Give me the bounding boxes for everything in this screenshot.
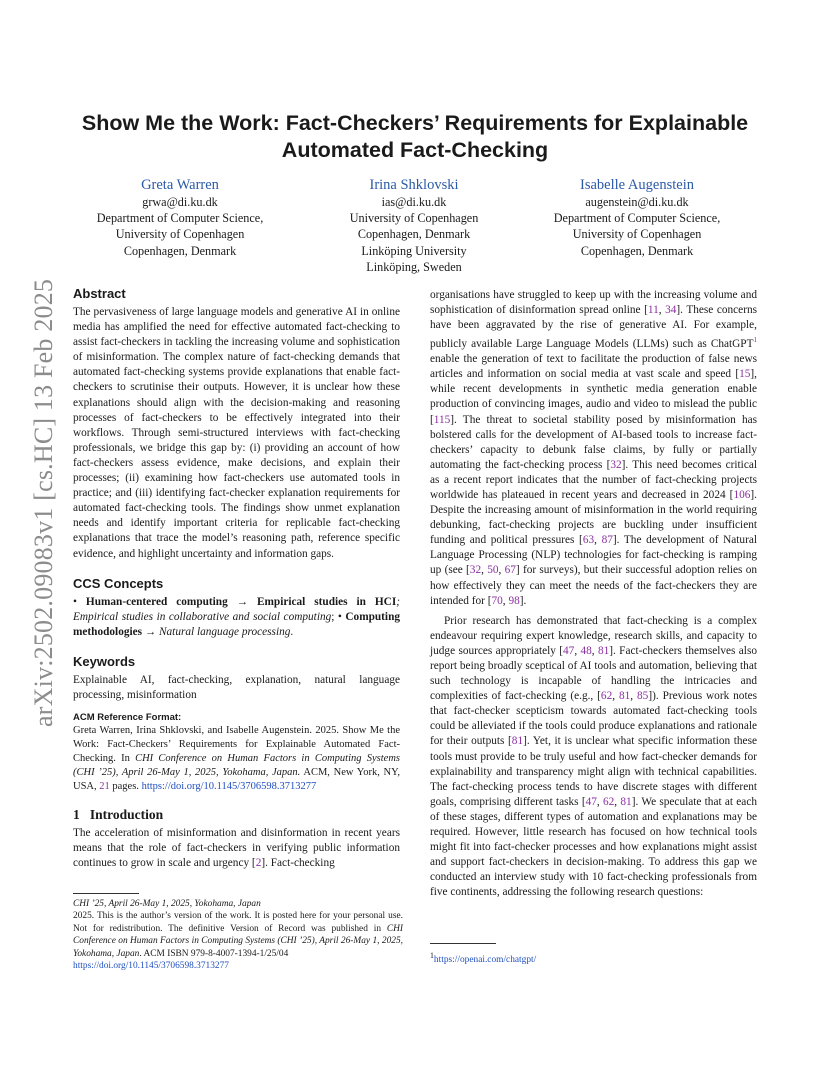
citation-link[interactable]: 106: [733, 488, 751, 501]
acm-reference-heading: ACM Reference Format:: [73, 712, 182, 724]
body-text: ]). Previous work notes that fact-checker scepticism towards automated fact-checking tools could be alleviated if the tools could produce explanations and rationale for their outputs [: [430, 690, 758, 748]
author-affiliation-line: University of Copenhagen: [572, 227, 702, 242]
left-column: [73, 285, 400, 871]
ccs-separator: .: [290, 625, 294, 638]
body-text: ,: [630, 690, 638, 703]
citation-link[interactable]: 32: [469, 564, 482, 577]
ccs-bullet: •: [73, 595, 86, 608]
author-name[interactable]: Irina Shklovski: [369, 177, 459, 193]
footnote-text: [73, 910, 403, 960]
citation-link[interactable]: 87: [601, 534, 613, 547]
acm-reference-text: [73, 724, 400, 794]
footnote-rule: [430, 943, 496, 944]
author-email: ias@di.ku.dk: [381, 195, 447, 209]
body-text: ,: [594, 534, 602, 547]
citation-link[interactable]: 81: [597, 644, 610, 657]
body-text: ]. We speculate that at each of these stages, different types of automation and explanations may be required. However, little research has focused on how technical tools might fit into fact-checker processes and how explanations might assist and support fact-checkers in decision-making. To address this gap we conducted an interview study with 10 fact-checking professionals from five continents, addressing the following research questions:: [430, 795, 757, 899]
page-count-link[interactable]: 21: [99, 781, 110, 793]
body-text: ]. This need becomes critical as a recent report indicates that the number of fact-checking projects worldwide has plateaued in recent years and decreased in 2024 [: [430, 458, 757, 501]
ccs-sub-concept: ; Empirical studies in collaborative and social computing: [73, 595, 400, 623]
ccs-arrow: →: [227, 595, 257, 608]
acm-reference-publisher: ACM, New York, NY, USA,: [73, 767, 400, 793]
section-number: 1: [73, 807, 80, 823]
chatgpt-url-link[interactable]: https://openai.com/chatgpt/: [433, 955, 537, 966]
body-text: ,: [591, 644, 598, 657]
citation-link[interactable]: 81: [620, 795, 632, 808]
copyright-footnote: [73, 893, 403, 972]
footnote-body: 2025. This is the author’s version of the work. It is posted here for your personal use. Not for redistribution. The definitive Version of Record was published in: [73, 911, 403, 934]
body-text: ]. The threat to societal stability posed by misinformation has bolstered calls for the development of AI-based tools to increase fact-checkers’ capacity to debunk false claims, by fully or partially automating the fact-checking process [: [430, 413, 757, 471]
body-text: ]. The development of Natural Language Processing (NLP) technologies for fact-checking is ramping up (see [: [430, 534, 757, 577]
author-affiliation-line: Copenhagen, Denmark: [580, 243, 694, 258]
body-text: ] for surveys), but their successful adoption relies on how effectively they can meet the needs of the fact-checkers they are intended for [: [430, 564, 757, 607]
footnote-doi-link[interactable]: https://doi.org/10.1145/3706598.3713277: [73, 961, 229, 972]
acm-reference-venue: CHI Conference on Human Factors in Computing Systems (CHI ’25), April 26-May 1, 2025, Yokohama, Japan.: [73, 753, 400, 779]
citation-link[interactable]: 67: [504, 564, 516, 577]
citation-link[interactable]: 115: [433, 413, 451, 426]
body-text: ,: [498, 564, 505, 577]
body-paragraph: [430, 614, 757, 901]
body-text: ,: [612, 690, 619, 703]
ccs-heading: CCS Concepts: [73, 575, 164, 591]
author-email: augenstein@di.ku.dk: [585, 195, 689, 209]
footnote-venue: CHI ’25, April 26-May 1, 2025, Yokohama, Japan: [73, 899, 261, 909]
citation-link[interactable]: 47: [563, 644, 575, 657]
footnote-rule: [73, 893, 139, 894]
author-affiliation-line: Copenhagen, Denmark: [123, 243, 237, 258]
abstract-heading: Abstract: [73, 286, 126, 301]
ccs-sub-concept: Empirical studies in HCI: [256, 595, 397, 608]
citation-link[interactable]: 85: [637, 690, 649, 703]
author-affiliation-line: University of Copenhagen: [115, 227, 245, 242]
citation-link[interactable]: 47: [585, 795, 597, 808]
body-text: ,: [596, 795, 603, 808]
ccs-concepts: [73, 595, 400, 640]
introduction-heading: [73, 806, 400, 824]
body-text: The acceleration of misinformation and disinformation in recent years means that the role of fact-checkers in verifying public information continues to grow in scale and urgency [: [73, 827, 400, 870]
body-text: ]. Fact-checking: [261, 857, 335, 870]
citation-link[interactable]: 62: [600, 690, 613, 703]
body-text: ]. Fact-checkers themselves also report being broadly sceptical of AI tools and automation, believing that such technology is incapable of handling the intricacies and complexities of fact-checking (e.g., [: [430, 644, 757, 703]
author-affiliation-line: University of Copenhagen: [349, 211, 479, 226]
body-text: ,: [658, 304, 666, 317]
citation-link[interactable]: 98: [508, 594, 520, 607]
author-block: [517, 176, 757, 259]
footnote-mark: 1: [430, 951, 434, 960]
citation-link[interactable]: 32: [610, 458, 622, 471]
body-text: ,: [614, 795, 621, 808]
arxiv-identifier: arXiv:2502.09083v1 [cs.HC] 13 Feb 2025: [29, 278, 58, 727]
body-text: ,: [502, 594, 509, 607]
body-text: ]. These concerns have been aggravated by the rise of generative AI. For example, publicly available Large Language Models (LLMs) such as ChatGPT: [430, 304, 757, 351]
citation-link[interactable]: 2: [255, 857, 262, 870]
citation-link[interactable]: 81: [618, 690, 631, 703]
citation-link[interactable]: 81: [511, 735, 524, 748]
abstract-text: The pervasiveness of large language models and generative AI in online media has amplified the need for effective automated fact-checking to assist fact-checkers in tackling the increasing volume and sophistication of misinformation. The complex nature of fact-checking demands that automated fact-checking systems provide explanations that enable fact-checkers to scrutinise their outputs. However, it is unclear how these explanations should align with the decision-making and reasoning processes of fact-checkers to be effectively integrated into their workflows. Through semi-structured interviews with fact-checking professionals, we bridge this gap by: (i) providing an account of how fact-checkers assess evidence, make decisions, and explain their processes; (ii) examining how fact-checkers use automated tools in practice; and (iii) identifying fact-checker explanation requirements for automated fact-checking tools. The findings show unmet explanation needs and identify important criteria for replicable fact-checking explanations that trace the model’s reasoning path, reference specific evidence, and highlight uncertainty and information gaps.: [73, 306, 400, 560]
introduction-paragraph: [73, 826, 400, 871]
body-text: ]. Despite the increasing amount of misinformation in the world requiring debunking, fact-checking projects are buckling under insufficient funding and political pressures [: [430, 488, 757, 547]
author-affiliation-line: Department of Computer Science,: [96, 211, 264, 226]
ccs-top-concept: Human-centered computing: [85, 595, 228, 608]
author-email: grwa@di.ku.dk: [142, 195, 218, 209]
ccs-top-concept: Computing methodologies: [73, 610, 401, 638]
body-text: Prior research has demonstrated that fact-checking is a complex endeavour requiring expert knowledge, research skills, and capacity to judge sources appropriately [: [430, 614, 757, 657]
body-text: organisations have struggled to keep up with the increasing volume and sophistication of disinformation spread online [: [430, 289, 757, 317]
section-title: Introduction: [89, 807, 164, 823]
body-text: ].: [519, 594, 527, 607]
body-text: ,: [574, 644, 581, 657]
author-affiliation-line: Copenhagen, Denmark: [357, 227, 471, 242]
author-affiliation-line: Linköping University: [361, 243, 467, 258]
author-affiliation-line: Linköping, Sweden: [366, 259, 462, 274]
author-name[interactable]: Greta Warren: [141, 177, 219, 193]
citation-link[interactable]: 11: [647, 304, 659, 317]
keywords-heading: Keywords: [73, 653, 136, 669]
acm-reference-pages: pages.: [109, 781, 142, 793]
paper-title: Show Me the Work: Fact-Checkers’ Requirements for Explainable Automated Fact-Checking: [81, 111, 749, 162]
body-text: ,: [481, 564, 488, 577]
ccs-separator: ;: [331, 610, 338, 623]
url-footnote: [430, 943, 730, 966]
body-text: ], while recent developments in synthetic media generation enable production of convincing images, audio and video to mislead the public [: [430, 368, 757, 426]
keywords-text: Explainable AI, fact-checking, explanation, natural language processing, misinformation: [73, 673, 400, 701]
author-block: [60, 176, 300, 259]
footnote-venue-italic: CHI Conference on Human Factors in Computing Systems (CHI ’25), April 26-May 1, 2025, Yokohama, Japan: [73, 923, 403, 959]
footnote-marker[interactable]: 1: [753, 336, 757, 345]
acm-reference-authors: Greta Warren, Irina Shklovski, and Isabelle Augenstein. 2025. Show Me the Work: Fact-Checkers’ Requirements for Explainable Automated Fact-Checking. In: [73, 725, 400, 765]
body-text: enable the generation of text to facilitate the production of false news articles and information on social media at vast scale and speed [: [430, 353, 757, 381]
citation-link[interactable]: 63: [582, 534, 595, 547]
citation-link[interactable]: 15: [739, 368, 751, 381]
footnote-isbn: . ACM ISBN 979-8-4007-1394-1/25/04: [139, 948, 289, 959]
citation-link[interactable]: 50: [487, 564, 499, 577]
right-column: [430, 288, 757, 901]
author-affiliation-line: Department of Computer Science,: [553, 211, 721, 226]
author-name[interactable]: Isabelle Augenstein: [580, 177, 694, 193]
doi-link[interactable]: https://doi.org/10.1145/3706598.3713277: [141, 781, 317, 793]
citation-link[interactable]: 62: [603, 795, 615, 808]
citation-link[interactable]: 34: [665, 304, 677, 317]
citation-link[interactable]: 70: [491, 594, 503, 607]
footnote-entry: [430, 950, 730, 966]
ccs-arrow: →: [142, 625, 159, 638]
body-paragraph: [430, 288, 757, 609]
body-text: ]. Yet, it is unclear what specific information these tools must provide to be truly useful and how fact-checker demands for explainability and transparency might align with technical capabilities. The fact-checking process tends to have discrete stages with different goals, comprising different tasks [: [430, 735, 757, 808]
ccs-bullet: •: [337, 610, 346, 623]
ccs-sub-concept: Natural language processing: [159, 625, 291, 638]
author-block: [294, 176, 534, 275]
citation-link[interactable]: 48: [580, 644, 592, 657]
